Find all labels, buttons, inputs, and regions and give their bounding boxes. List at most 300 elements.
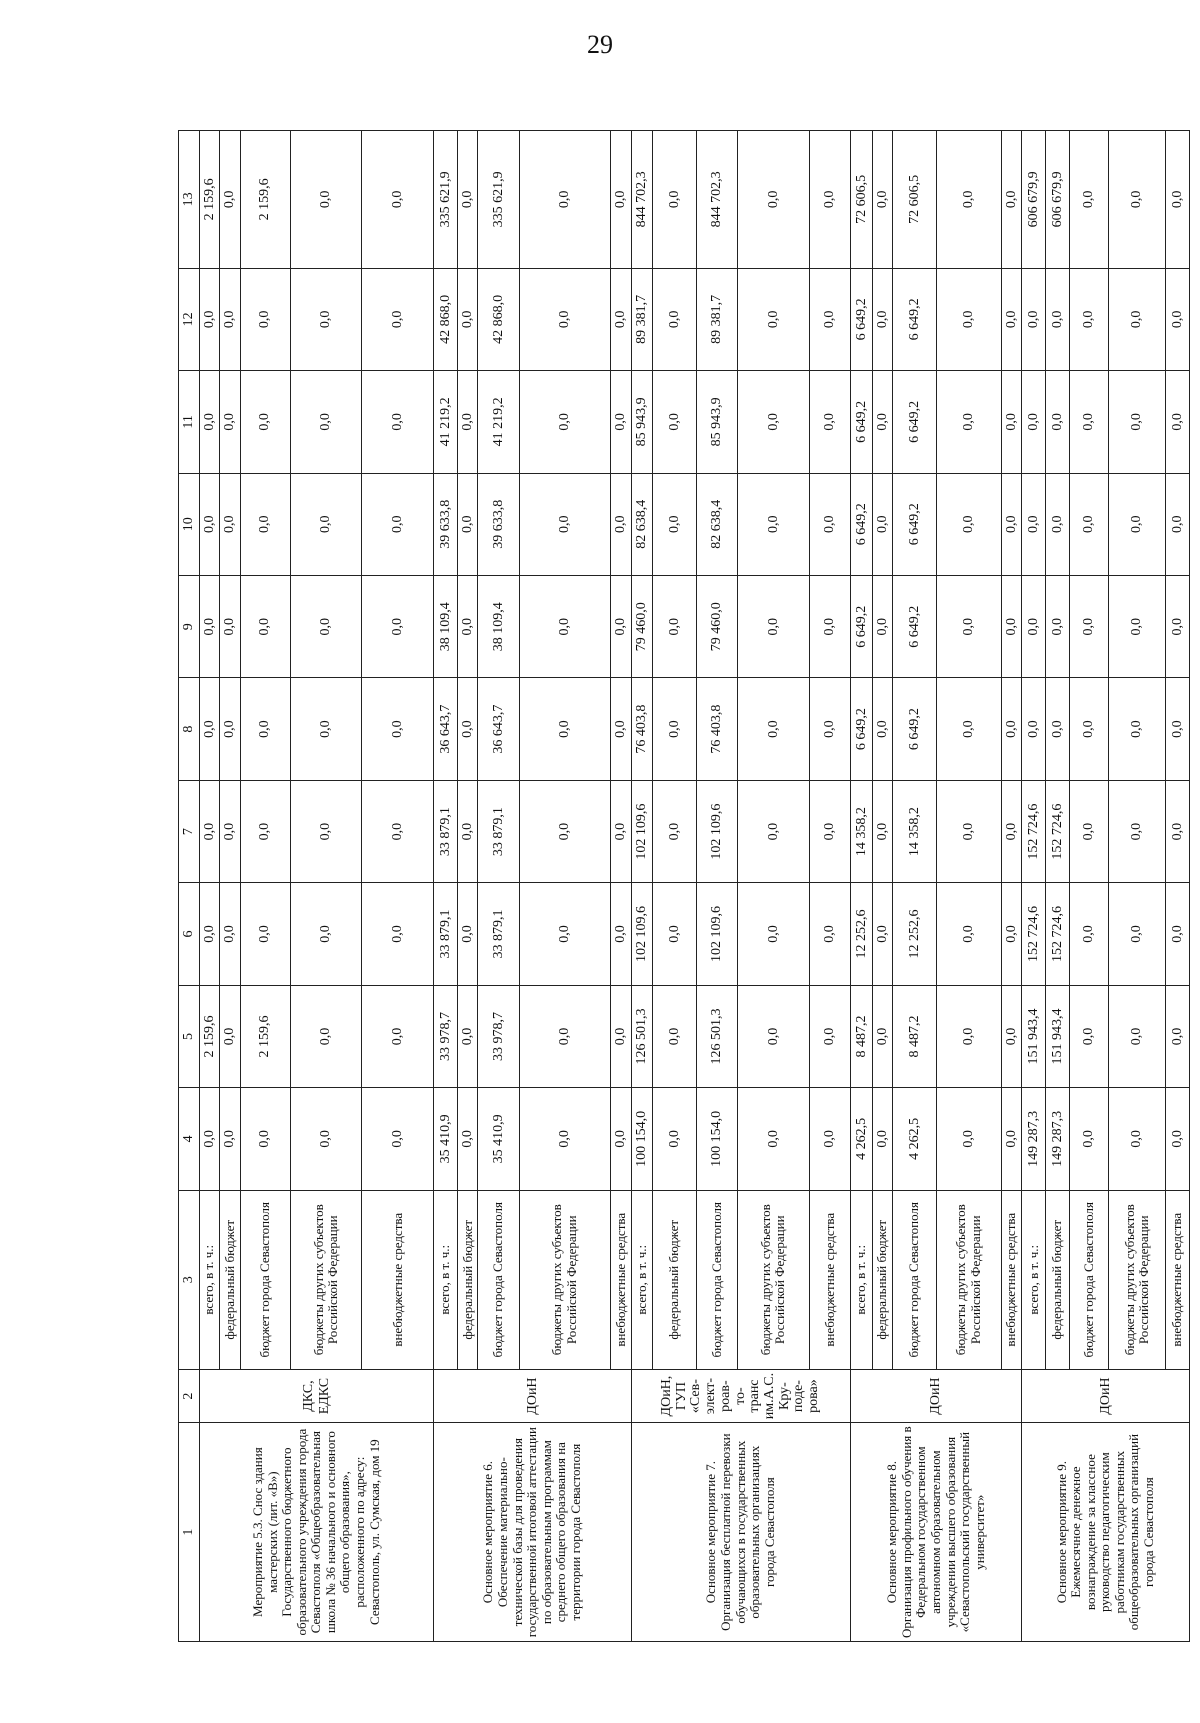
value-cell: 0,0 (1070, 1088, 1109, 1190)
table-row (1022, 131, 1046, 1642)
value-cell: 0,0 (809, 371, 850, 473)
value-cell: 102 109,6 (631, 780, 653, 882)
value-cell: 0,0 (290, 268, 362, 370)
value-cell: 0,0 (290, 883, 362, 985)
value-cell: 0,0 (200, 883, 220, 985)
table-row (434, 131, 458, 1642)
table-row (851, 131, 873, 1642)
value-cell: 0,0 (290, 576, 362, 678)
value-cell: 102 109,6 (696, 780, 737, 882)
value-cell: 844 702,3 (631, 131, 653, 269)
value-cell: 0,0 (362, 883, 434, 985)
value-cell: 102 109,6 (696, 883, 737, 985)
table-row (631, 131, 653, 1642)
value-cell: 0,0 (1002, 371, 1022, 473)
funding-source: бюджеты других субъектов Российской Федерации (738, 1190, 810, 1369)
value-cell: 0,0 (738, 268, 810, 370)
measure-title: Основное мероприятие 6. Обеспечение материально-технической базы для проведения государственной итоговой аттестации по образовательным программам среднего общего образования на территории города Севастополя (434, 1423, 631, 1642)
value-cell: 844 702,3 (696, 131, 737, 269)
value-cell: 0,0 (653, 883, 697, 985)
value-cell: 0,0 (1109, 780, 1166, 882)
value-cell: 8 487,2 (893, 985, 937, 1087)
value-cell: 335 621,9 (434, 131, 458, 269)
value-cell: 0,0 (362, 268, 434, 370)
value-cell: 0,0 (519, 678, 610, 780)
value-cell: 0,0 (290, 473, 362, 575)
value-cell: 0,0 (738, 883, 810, 985)
column-number-9: 9 (179, 576, 200, 678)
value-cell: 0,0 (936, 371, 1001, 473)
value-cell: 0,0 (458, 576, 478, 678)
value-cell: 6 649,2 (851, 371, 873, 473)
value-cell: 89 381,7 (631, 268, 653, 370)
value-cell: 0,0 (653, 678, 697, 780)
value-cell: 0,0 (290, 1088, 362, 1190)
value-cell: 85 943,9 (631, 371, 653, 473)
value-cell: 41 219,2 (434, 371, 458, 473)
value-cell: 151 943,4 (1046, 985, 1070, 1087)
value-cell: 0,0 (200, 576, 220, 678)
funding-source: внебюджетные средства (809, 1190, 850, 1369)
value-cell: 0,0 (653, 576, 697, 678)
value-cell: 0,0 (1046, 576, 1070, 678)
measure-title: Основное мероприятие 7. Организация бесплатной перевозки обучающихся в государственных образовательных организациях города Севастополя (631, 1423, 851, 1642)
value-cell: 0,0 (240, 1088, 290, 1190)
value-cell: 0,0 (809, 473, 850, 575)
value-cell: 0,0 (738, 985, 810, 1087)
value-cell: 0,0 (936, 576, 1001, 678)
value-cell: 0,0 (872, 576, 892, 678)
value-cell: 0,0 (200, 268, 220, 370)
value-cell: 39 633,8 (478, 473, 519, 575)
value-cell: 0,0 (611, 131, 631, 269)
column-number-4: 4 (179, 1088, 200, 1190)
value-cell: 38 109,4 (478, 576, 519, 678)
value-cell: 14 358,2 (893, 780, 937, 882)
column-number-12: 12 (179, 268, 200, 370)
value-cell: 0,0 (809, 883, 850, 985)
value-cell: 33 879,1 (478, 780, 519, 882)
value-cell: 0,0 (809, 985, 850, 1087)
value-cell: 0,0 (1109, 985, 1166, 1087)
value-cell: 0,0 (611, 780, 631, 882)
value-cell: 0,0 (653, 780, 697, 882)
value-cell: 0,0 (738, 473, 810, 575)
value-cell: 6 649,2 (893, 371, 937, 473)
funding-source: внебюджетные средства (1165, 1190, 1189, 1369)
value-cell: 2 159,6 (240, 131, 290, 269)
value-cell: 0,0 (220, 371, 240, 473)
value-cell: 72 606,5 (851, 131, 873, 269)
funding-source: бюджет города Севастополя (478, 1190, 519, 1369)
value-cell: 0,0 (519, 780, 610, 882)
column-number-6: 6 (179, 883, 200, 985)
value-cell: 0,0 (519, 985, 610, 1087)
value-cell: 42 868,0 (434, 268, 458, 370)
rotated-table-container (178, 130, 1190, 1642)
value-cell: 0,0 (519, 268, 610, 370)
value-cell: 0,0 (1070, 473, 1109, 575)
value-cell: 0,0 (738, 371, 810, 473)
value-cell: 36 643,7 (434, 678, 458, 780)
value-cell: 0,0 (653, 1088, 697, 1190)
value-cell: 0,0 (1022, 473, 1046, 575)
column-number-8: 8 (179, 678, 200, 780)
value-cell: 0,0 (611, 371, 631, 473)
value-cell: 0,0 (611, 576, 631, 678)
value-cell: 0,0 (458, 985, 478, 1087)
value-cell: 0,0 (220, 678, 240, 780)
value-cell: 0,0 (611, 678, 631, 780)
value-cell: 0,0 (1070, 883, 1109, 985)
value-cell: 0,0 (653, 131, 697, 269)
responsible-executor: ДКС, ЕДКС (200, 1369, 434, 1422)
value-cell: 0,0 (1002, 576, 1022, 678)
value-cell: 0,0 (809, 678, 850, 780)
value-cell: 0,0 (738, 576, 810, 678)
value-cell: 0,0 (936, 1088, 1001, 1190)
value-cell: 0,0 (1109, 268, 1166, 370)
value-cell: 149 287,3 (1046, 1088, 1070, 1190)
funding-source: федеральный бюджет (653, 1190, 697, 1369)
value-cell: 0,0 (240, 678, 290, 780)
value-cell: 0,0 (1002, 473, 1022, 575)
value-cell: 0,0 (1109, 678, 1166, 780)
value-cell: 0,0 (458, 678, 478, 780)
value-cell: 0,0 (220, 268, 240, 370)
value-cell: 0,0 (240, 883, 290, 985)
value-cell: 76 403,8 (631, 678, 653, 780)
value-cell: 0,0 (1022, 576, 1046, 678)
value-cell: 0,0 (240, 268, 290, 370)
column-number-3: 3 (179, 1190, 200, 1369)
value-cell: 0,0 (1165, 985, 1189, 1087)
value-cell: 0,0 (519, 371, 610, 473)
value-cell: 0,0 (290, 780, 362, 882)
column-number-row (179, 131, 200, 1642)
value-cell: 0,0 (936, 473, 1001, 575)
measure-title: Основное мероприятие 8. Организация профильного обучения в Федеральном государственном автономном образовательном учреждении высшего образования «Севастопольский государственный университет» (851, 1423, 1022, 1642)
funding-source: федеральный бюджет (1046, 1190, 1070, 1369)
value-cell: 0,0 (362, 131, 434, 269)
value-cell: 606 679,9 (1022, 131, 1046, 269)
value-cell: 152 724,6 (1022, 883, 1046, 985)
value-cell: 0,0 (738, 131, 810, 269)
value-cell: 0,0 (519, 473, 610, 575)
funding-source: внебюджетные средства (362, 1190, 434, 1369)
value-cell: 0,0 (1165, 576, 1189, 678)
value-cell: 0,0 (1046, 371, 1070, 473)
value-cell: 0,0 (1070, 576, 1109, 678)
value-cell: 0,0 (1070, 131, 1109, 269)
responsible-executor: ДОиН (851, 1369, 1022, 1422)
value-cell: 0,0 (1002, 883, 1022, 985)
funding-source: бюджеты других субъектов Российской Федерации (519, 1190, 610, 1369)
value-cell: 2 159,6 (200, 131, 220, 269)
value-cell: 0,0 (1070, 780, 1109, 882)
value-cell: 6 649,2 (893, 473, 937, 575)
funding-source: всего, в т. ч.: (1022, 1190, 1046, 1369)
value-cell: 0,0 (1070, 268, 1109, 370)
value-cell: 89 381,7 (696, 268, 737, 370)
funding-source: бюджеты других субъектов Российской Федерации (936, 1190, 1001, 1369)
value-cell: 0,0 (611, 1088, 631, 1190)
value-cell: 33 879,1 (478, 883, 519, 985)
value-cell: 102 109,6 (631, 883, 653, 985)
value-cell: 0,0 (458, 883, 478, 985)
value-cell: 0,0 (936, 780, 1001, 882)
value-cell: 0,0 (1109, 1088, 1166, 1190)
value-cell: 0,0 (220, 780, 240, 882)
value-cell: 0,0 (1109, 371, 1166, 473)
value-cell: 0,0 (220, 576, 240, 678)
value-cell: 82 638,4 (631, 473, 653, 575)
responsible-executor: ДОиН (434, 1369, 631, 1422)
value-cell: 0,0 (809, 780, 850, 882)
value-cell: 152 724,6 (1046, 883, 1070, 985)
value-cell: 0,0 (1165, 780, 1189, 882)
value-cell: 0,0 (240, 371, 290, 473)
funding-source: бюджеты других субъектов Российской Федерации (1109, 1190, 1166, 1369)
value-cell: 0,0 (1070, 371, 1109, 473)
value-cell: 0,0 (872, 678, 892, 780)
value-cell: 6 649,2 (851, 473, 873, 575)
value-cell: 152 724,6 (1046, 780, 1070, 882)
value-cell: 35 410,9 (478, 1088, 519, 1190)
funding-source: всего, в т. ч.: (851, 1190, 873, 1369)
value-cell: 0,0 (1165, 678, 1189, 780)
value-cell: 0,0 (1002, 985, 1022, 1087)
value-cell: 0,0 (738, 1088, 810, 1190)
value-cell: 79 460,0 (631, 576, 653, 678)
funding-source: бюджет города Севастополя (1070, 1190, 1109, 1369)
funding-source: федеральный бюджет (458, 1190, 478, 1369)
funding-source: бюджет города Севастополя (240, 1190, 290, 1369)
value-cell: 2 159,6 (200, 985, 220, 1087)
value-cell: 0,0 (519, 1088, 610, 1190)
value-cell: 0,0 (936, 678, 1001, 780)
value-cell: 0,0 (872, 780, 892, 882)
value-cell: 0,0 (611, 883, 631, 985)
value-cell: 0,0 (936, 985, 1001, 1087)
value-cell: 0,0 (611, 268, 631, 370)
value-cell: 0,0 (936, 131, 1001, 269)
measure-title: Основное мероприятие 9. Ежемесячное денежное вознаграждение за классное руководство педагогическим работникам государственных общеобразовательных организаций города Севастополя (1022, 1423, 1190, 1642)
value-cell: 0,0 (809, 1088, 850, 1190)
value-cell: 33 879,1 (434, 780, 458, 882)
value-cell: 0,0 (738, 678, 810, 780)
value-cell: 0,0 (1165, 473, 1189, 575)
value-cell: 85 943,9 (696, 371, 737, 473)
responsible-executor: ДОиН (1022, 1369, 1190, 1422)
table-row (200, 131, 220, 1642)
value-cell: 33 978,7 (478, 985, 519, 1087)
value-cell: 12 252,6 (893, 883, 937, 985)
funding-source: внебюджетные средства (611, 1190, 631, 1369)
funding-source: всего, в т. ч.: (631, 1190, 653, 1369)
value-cell: 0,0 (290, 985, 362, 1087)
value-cell: 0,0 (220, 985, 240, 1087)
value-cell: 2 159,6 (240, 985, 290, 1087)
value-cell: 6 649,2 (893, 576, 937, 678)
value-cell: 0,0 (220, 1088, 240, 1190)
value-cell: 0,0 (809, 576, 850, 678)
table-body (200, 131, 1190, 1642)
value-cell: 606 679,9 (1046, 131, 1070, 269)
funding-source: федеральный бюджет (872, 1190, 892, 1369)
funding-source: бюджет города Севастополя (893, 1190, 937, 1369)
value-cell: 0,0 (362, 371, 434, 473)
value-cell: 0,0 (1022, 371, 1046, 473)
column-number-1: 1 (179, 1423, 200, 1642)
funding-source: федеральный бюджет (220, 1190, 240, 1369)
value-cell: 0,0 (872, 268, 892, 370)
value-cell: 0,0 (519, 131, 610, 269)
value-cell: 72 606,5 (893, 131, 937, 269)
value-cell: 0,0 (220, 473, 240, 575)
value-cell: 0,0 (872, 131, 892, 269)
value-cell: 4 262,5 (851, 1088, 873, 1190)
value-cell: 14 358,2 (851, 780, 873, 882)
value-cell: 0,0 (200, 780, 220, 882)
measure-title: Мероприятие 5.3. Снос здания мастерских (лит. «В») Государственного бюджетного образовательного учреждения города Севастополя «Общеобразовательная школа № 36 начального и основного общего образования», расположенного по адресу: Севастополь, ул. Сумская, дом 19 (200, 1423, 434, 1642)
value-cell: 335 621,9 (478, 131, 519, 269)
value-cell: 149 287,3 (1022, 1088, 1046, 1190)
value-cell: 0,0 (458, 268, 478, 370)
value-cell: 0,0 (872, 1088, 892, 1190)
value-cell: 0,0 (200, 371, 220, 473)
value-cell: 0,0 (290, 678, 362, 780)
value-cell: 0,0 (240, 473, 290, 575)
value-cell: 152 724,6 (1022, 780, 1046, 882)
value-cell: 151 943,4 (1022, 985, 1046, 1087)
value-cell: 6 649,2 (851, 268, 873, 370)
value-cell: 0,0 (220, 883, 240, 985)
value-cell: 0,0 (653, 985, 697, 1087)
value-cell: 0,0 (653, 371, 697, 473)
value-cell: 0,0 (1002, 1088, 1022, 1190)
value-cell: 41 219,2 (478, 371, 519, 473)
value-cell: 0,0 (1046, 268, 1070, 370)
column-number-10: 10 (179, 473, 200, 575)
value-cell: 82 638,4 (696, 473, 737, 575)
value-cell: 0,0 (1046, 473, 1070, 575)
value-cell: 0,0 (362, 1088, 434, 1190)
value-cell: 0,0 (872, 371, 892, 473)
budget-table (178, 130, 1190, 1642)
funding-source: всего, в т. ч.: (200, 1190, 220, 1369)
value-cell: 6 649,2 (851, 678, 873, 780)
value-cell: 126 501,3 (696, 985, 737, 1087)
value-cell: 0,0 (1046, 678, 1070, 780)
funding-source: бюджеты других субъектов Российской Федерации (290, 1190, 362, 1369)
value-cell: 0,0 (1022, 268, 1046, 370)
value-cell: 0,0 (872, 473, 892, 575)
value-cell: 0,0 (738, 780, 810, 882)
value-cell: 0,0 (936, 268, 1001, 370)
value-cell: 0,0 (519, 883, 610, 985)
value-cell: 126 501,3 (631, 985, 653, 1087)
value-cell: 0,0 (653, 268, 697, 370)
value-cell: 0,0 (1109, 576, 1166, 678)
value-cell: 79 460,0 (696, 576, 737, 678)
value-cell: 0,0 (519, 576, 610, 678)
value-cell: 0,0 (1109, 131, 1166, 269)
value-cell: 0,0 (1165, 883, 1189, 985)
value-cell: 0,0 (290, 131, 362, 269)
value-cell: 0,0 (872, 883, 892, 985)
value-cell: 0,0 (1109, 883, 1166, 985)
value-cell: 0,0 (1165, 1088, 1189, 1190)
page-number: 29 (587, 30, 613, 59)
value-cell: 0,0 (1002, 268, 1022, 370)
value-cell: 0,0 (200, 678, 220, 780)
value-cell: 0,0 (1165, 371, 1189, 473)
value-cell: 0,0 (1022, 678, 1046, 780)
value-cell: 0,0 (240, 576, 290, 678)
value-cell: 0,0 (1165, 268, 1189, 370)
value-cell: 6 649,2 (851, 576, 873, 678)
value-cell: 0,0 (362, 473, 434, 575)
value-cell: 39 633,8 (434, 473, 458, 575)
responsible-executor: ДОиН, ГУП «Сев-элект-роав-то-транс им.А.С. Кру-поде-рова» (631, 1369, 851, 1422)
value-cell: 0,0 (362, 678, 434, 780)
value-cell: 33 879,1 (434, 883, 458, 985)
value-cell: 0,0 (458, 780, 478, 882)
value-cell: 0,0 (362, 985, 434, 1087)
value-cell: 0,0 (200, 473, 220, 575)
value-cell: 0,0 (872, 985, 892, 1087)
value-cell: 0,0 (1165, 131, 1189, 269)
value-cell: 0,0 (458, 131, 478, 269)
value-cell: 0,0 (1002, 678, 1022, 780)
value-cell: 0,0 (1002, 780, 1022, 882)
value-cell: 8 487,2 (851, 985, 873, 1087)
value-cell: 0,0 (362, 780, 434, 882)
value-cell: 100 154,0 (631, 1088, 653, 1190)
value-cell: 6 649,2 (893, 268, 937, 370)
value-cell: 0,0 (1070, 985, 1109, 1087)
value-cell: 0,0 (290, 371, 362, 473)
value-cell: 6 649,2 (893, 678, 937, 780)
value-cell: 0,0 (611, 473, 631, 575)
value-cell: 0,0 (200, 1088, 220, 1190)
column-number-5: 5 (179, 985, 200, 1087)
value-cell: 0,0 (1109, 473, 1166, 575)
value-cell: 0,0 (809, 268, 850, 370)
value-cell: 76 403,8 (696, 678, 737, 780)
value-cell: 0,0 (220, 131, 240, 269)
value-cell: 42 868,0 (478, 268, 519, 370)
funding-source: всего, в т. ч.: (434, 1190, 458, 1369)
value-cell: 0,0 (458, 473, 478, 575)
column-number-7: 7 (179, 780, 200, 882)
value-cell: 0,0 (240, 780, 290, 882)
value-cell: 0,0 (809, 131, 850, 269)
value-cell: 4 262,5 (893, 1088, 937, 1190)
funding-source: бюджет города Севастополя (696, 1190, 737, 1369)
value-cell: 0,0 (653, 473, 697, 575)
value-cell: 0,0 (1002, 131, 1022, 269)
value-cell: 36 643,7 (478, 678, 519, 780)
value-cell: 0,0 (362, 576, 434, 678)
funding-source: внебюджетные средства (1002, 1190, 1022, 1369)
value-cell: 0,0 (1070, 678, 1109, 780)
column-number-13: 13 (179, 131, 200, 269)
value-cell: 0,0 (936, 883, 1001, 985)
value-cell: 100 154,0 (696, 1088, 737, 1190)
value-cell: 33 978,7 (434, 985, 458, 1087)
